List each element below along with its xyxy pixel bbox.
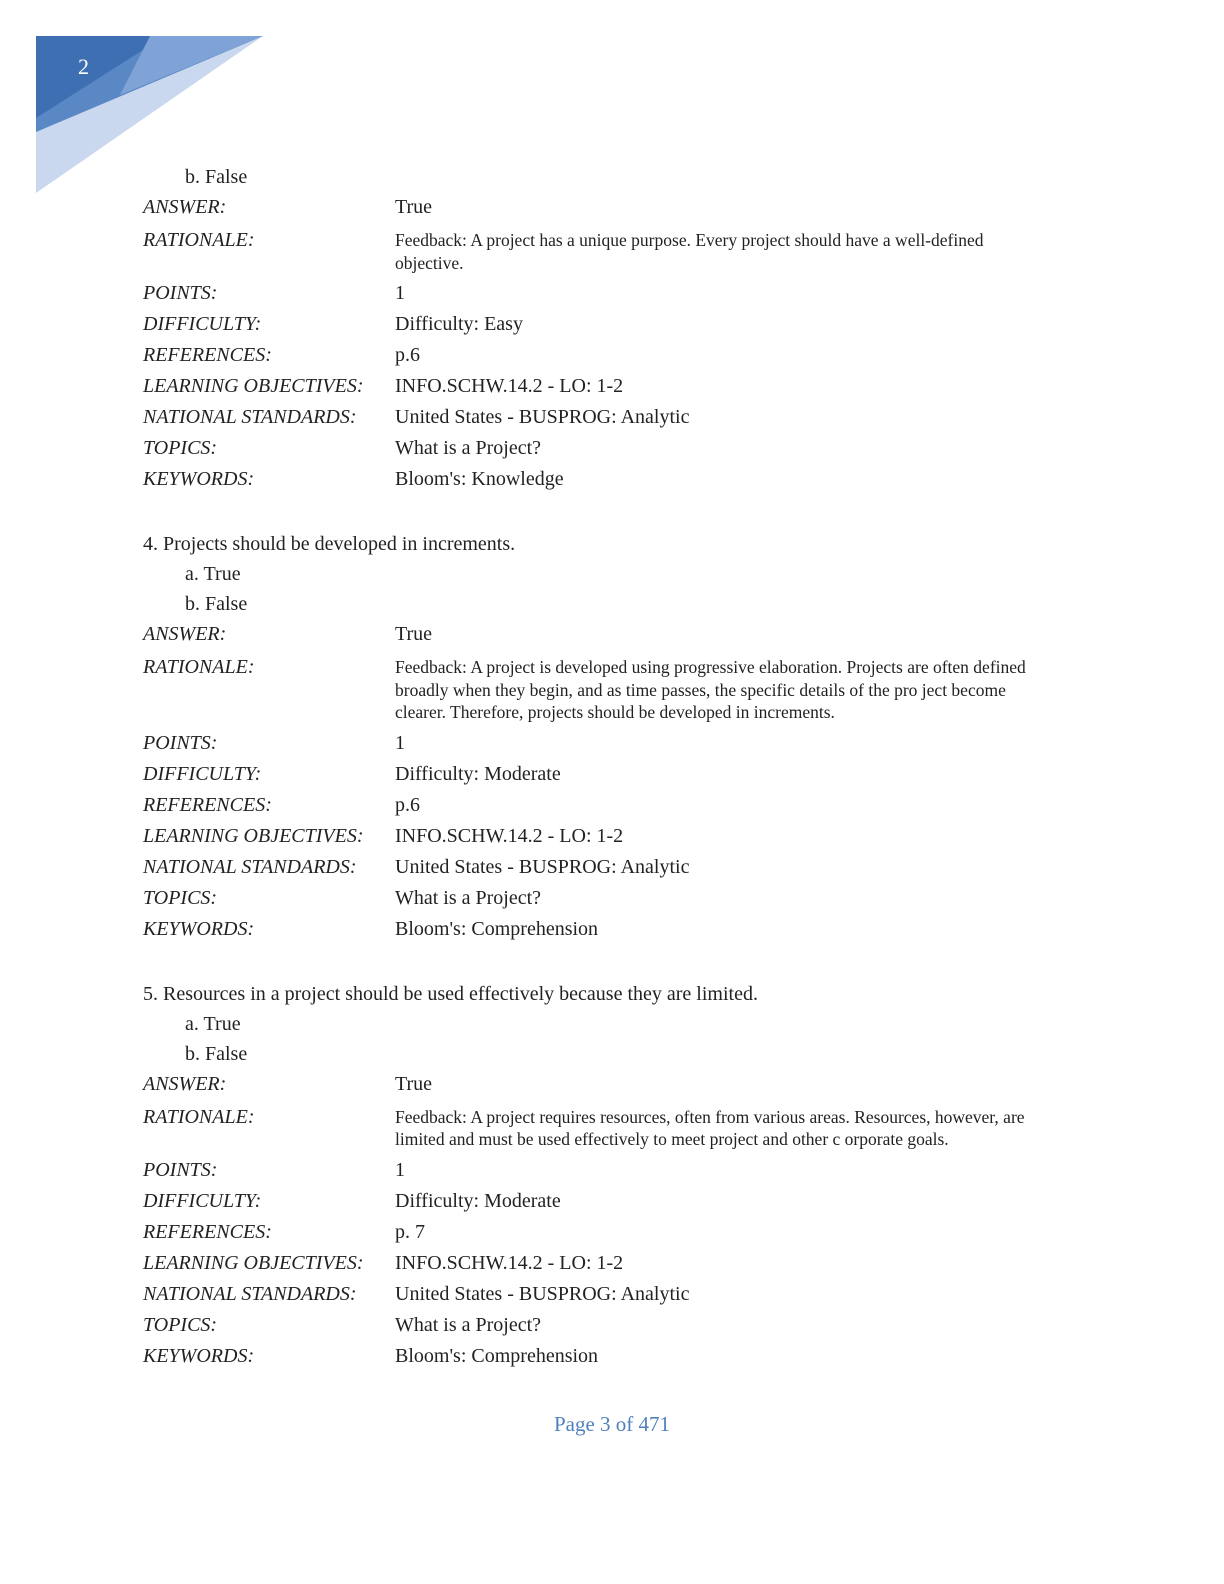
page-number: 2 bbox=[78, 54, 89, 79]
meta-label: NATIONAL STANDARDS: bbox=[143, 855, 357, 878]
meta-value: Bloom's: Comprehension bbox=[395, 917, 599, 940]
meta-value: United States - BUSPROG: Analytic bbox=[395, 855, 690, 878]
choice: a. True bbox=[185, 563, 241, 585]
question-block bbox=[143, 979, 1063, 1372]
meta-label: DIFFICULTY: bbox=[143, 313, 262, 335]
meta-value: Difficulty: Easy bbox=[395, 313, 523, 335]
meta-row-points bbox=[143, 278, 1063, 309]
meta-value: p. 7 bbox=[395, 1220, 425, 1243]
meta-row-references bbox=[143, 790, 1063, 821]
meta-label: POINTS: bbox=[143, 1158, 218, 1181]
meta-value: Bloom's: Comprehension bbox=[395, 1344, 599, 1367]
meta-row-topics bbox=[143, 433, 1063, 464]
meta-value: What is a Project? bbox=[395, 1313, 542, 1336]
question-block bbox=[143, 529, 1063, 945]
meta-row-keywords bbox=[143, 914, 1063, 945]
meta-label: POINTS: bbox=[143, 282, 218, 304]
meta-label: RATIONALE: bbox=[143, 656, 255, 678]
meta-value: Difficulty: Moderate bbox=[395, 1189, 561, 1212]
meta-value: INFO.SCHW.14.2 - LO: 1-2 bbox=[395, 375, 624, 397]
meta-label: KEYWORDS: bbox=[143, 468, 255, 490]
meta-label: DIFFICULTY: bbox=[143, 762, 262, 785]
meta-row-difficulty bbox=[143, 1186, 1063, 1217]
question-text: 4. Projects should be developed in increments. bbox=[143, 533, 516, 555]
meta-value: INFO.SCHW.14.2 - LO: 1-2 bbox=[395, 824, 624, 847]
meta-label: TOPICS: bbox=[143, 437, 218, 459]
meta-value: Feedback: A project is developed using progressive elaboration. Projects are often defined broadly when they begin, and as time passes, the specific details of the pro ject become clearer. Therefore, projects should be developed in increments. bbox=[395, 657, 1026, 722]
meta-label: TOPICS: bbox=[143, 1313, 218, 1336]
meta-label: TOPICS: bbox=[143, 886, 218, 909]
meta-row-references bbox=[143, 1217, 1063, 1248]
meta-value: United States - BUSPROG: Analytic bbox=[395, 1282, 690, 1305]
meta-label: REFERENCES: bbox=[143, 1220, 272, 1243]
meta-row-answer bbox=[143, 192, 1063, 223]
meta-value: 1 bbox=[395, 731, 405, 754]
meta-label: POINTS: bbox=[143, 731, 218, 754]
meta-value: 1 bbox=[395, 282, 405, 304]
meta-value: 1 bbox=[395, 1158, 405, 1181]
meta-label: RATIONALE: bbox=[143, 1105, 255, 1128]
meta-value: p.6 bbox=[395, 344, 420, 366]
meta-row-learning-objectives bbox=[143, 1248, 1063, 1279]
meta-value: True bbox=[395, 1072, 433, 1095]
meta-row-rationale bbox=[143, 650, 1063, 728]
meta-label: LEARNING OBJECTIVES: bbox=[143, 1251, 364, 1274]
meta-label: REFERENCES: bbox=[143, 793, 272, 816]
meta-row-national-standards bbox=[143, 852, 1063, 883]
meta-row-rationale bbox=[143, 1100, 1063, 1155]
meta-label: DIFFICULTY: bbox=[143, 1189, 262, 1212]
meta-value: What is a Project? bbox=[395, 437, 542, 459]
choice: b. False bbox=[185, 593, 248, 615]
meta-row-answer bbox=[143, 1069, 1063, 1100]
meta-value: What is a Project? bbox=[395, 886, 542, 909]
meta-label: ANSWER: bbox=[143, 1072, 227, 1095]
document-body bbox=[143, 162, 1063, 1372]
meta-value: United States - BUSPROG: Analytic bbox=[395, 406, 690, 428]
meta-value: Difficulty: Moderate bbox=[395, 762, 561, 785]
meta-label: NATIONAL STANDARDS: bbox=[143, 406, 357, 428]
meta-value: True bbox=[395, 196, 433, 218]
question-metadata bbox=[143, 1069, 1063, 1372]
meta-row-answer bbox=[143, 619, 1063, 650]
question-3-fragment bbox=[143, 162, 1063, 495]
meta-value: Feedback: A project requires resources, often from various areas. Resources, however, are limited and must be used effectively to meet project and other c orporate goals. bbox=[395, 1106, 1025, 1149]
meta-label: LEARNING OBJECTIVES: bbox=[143, 375, 364, 397]
meta-label: NATIONAL STANDARDS: bbox=[143, 1282, 357, 1305]
meta-value: Bloom's: Knowledge bbox=[395, 468, 564, 490]
meta-row-points bbox=[143, 1155, 1063, 1186]
meta-row-rationale bbox=[143, 223, 1063, 278]
meta-label: REFERENCES: bbox=[143, 344, 272, 366]
meta-row-references bbox=[143, 340, 1063, 371]
meta-row-points bbox=[143, 728, 1063, 759]
meta-row-learning-objectives bbox=[143, 371, 1063, 402]
meta-row-topics bbox=[143, 883, 1063, 914]
meta-row-difficulty bbox=[143, 309, 1063, 340]
meta-value: True bbox=[395, 623, 433, 645]
choice: a. True bbox=[185, 1012, 241, 1035]
meta-row-keywords bbox=[143, 464, 1063, 495]
meta-value: Feedback: A project has a unique purpose. Every project should have a well-defined objective. bbox=[395, 230, 984, 273]
meta-value: INFO.SCHW.14.2 - LO: 1-2 bbox=[395, 1251, 624, 1274]
meta-row-learning-objectives bbox=[143, 821, 1063, 852]
meta-value: p.6 bbox=[395, 793, 420, 816]
choice: b. False bbox=[185, 166, 248, 188]
meta-row-keywords bbox=[143, 1341, 1063, 1372]
choice: b. False bbox=[185, 1042, 248, 1065]
meta-row-difficulty bbox=[143, 759, 1063, 790]
meta-label: RATIONALE: bbox=[143, 229, 255, 251]
meta-label: ANSWER: bbox=[143, 196, 227, 218]
meta-label: LEARNING OBJECTIVES: bbox=[143, 824, 364, 847]
question-metadata bbox=[143, 619, 1063, 945]
page-footer: Page 3 of 471 bbox=[553, 1412, 671, 1436]
meta-row-national-standards bbox=[143, 402, 1063, 433]
question-text: 5. Resources in a project should be used effectively because they are limited. bbox=[143, 982, 758, 1005]
meta-row-national-standards bbox=[143, 1279, 1063, 1310]
meta-label: KEYWORDS: bbox=[143, 1344, 255, 1367]
meta-label: KEYWORDS: bbox=[143, 917, 255, 940]
question-metadata bbox=[143, 192, 1063, 495]
meta-row-topics bbox=[143, 1310, 1063, 1341]
meta-label: ANSWER: bbox=[143, 623, 227, 645]
